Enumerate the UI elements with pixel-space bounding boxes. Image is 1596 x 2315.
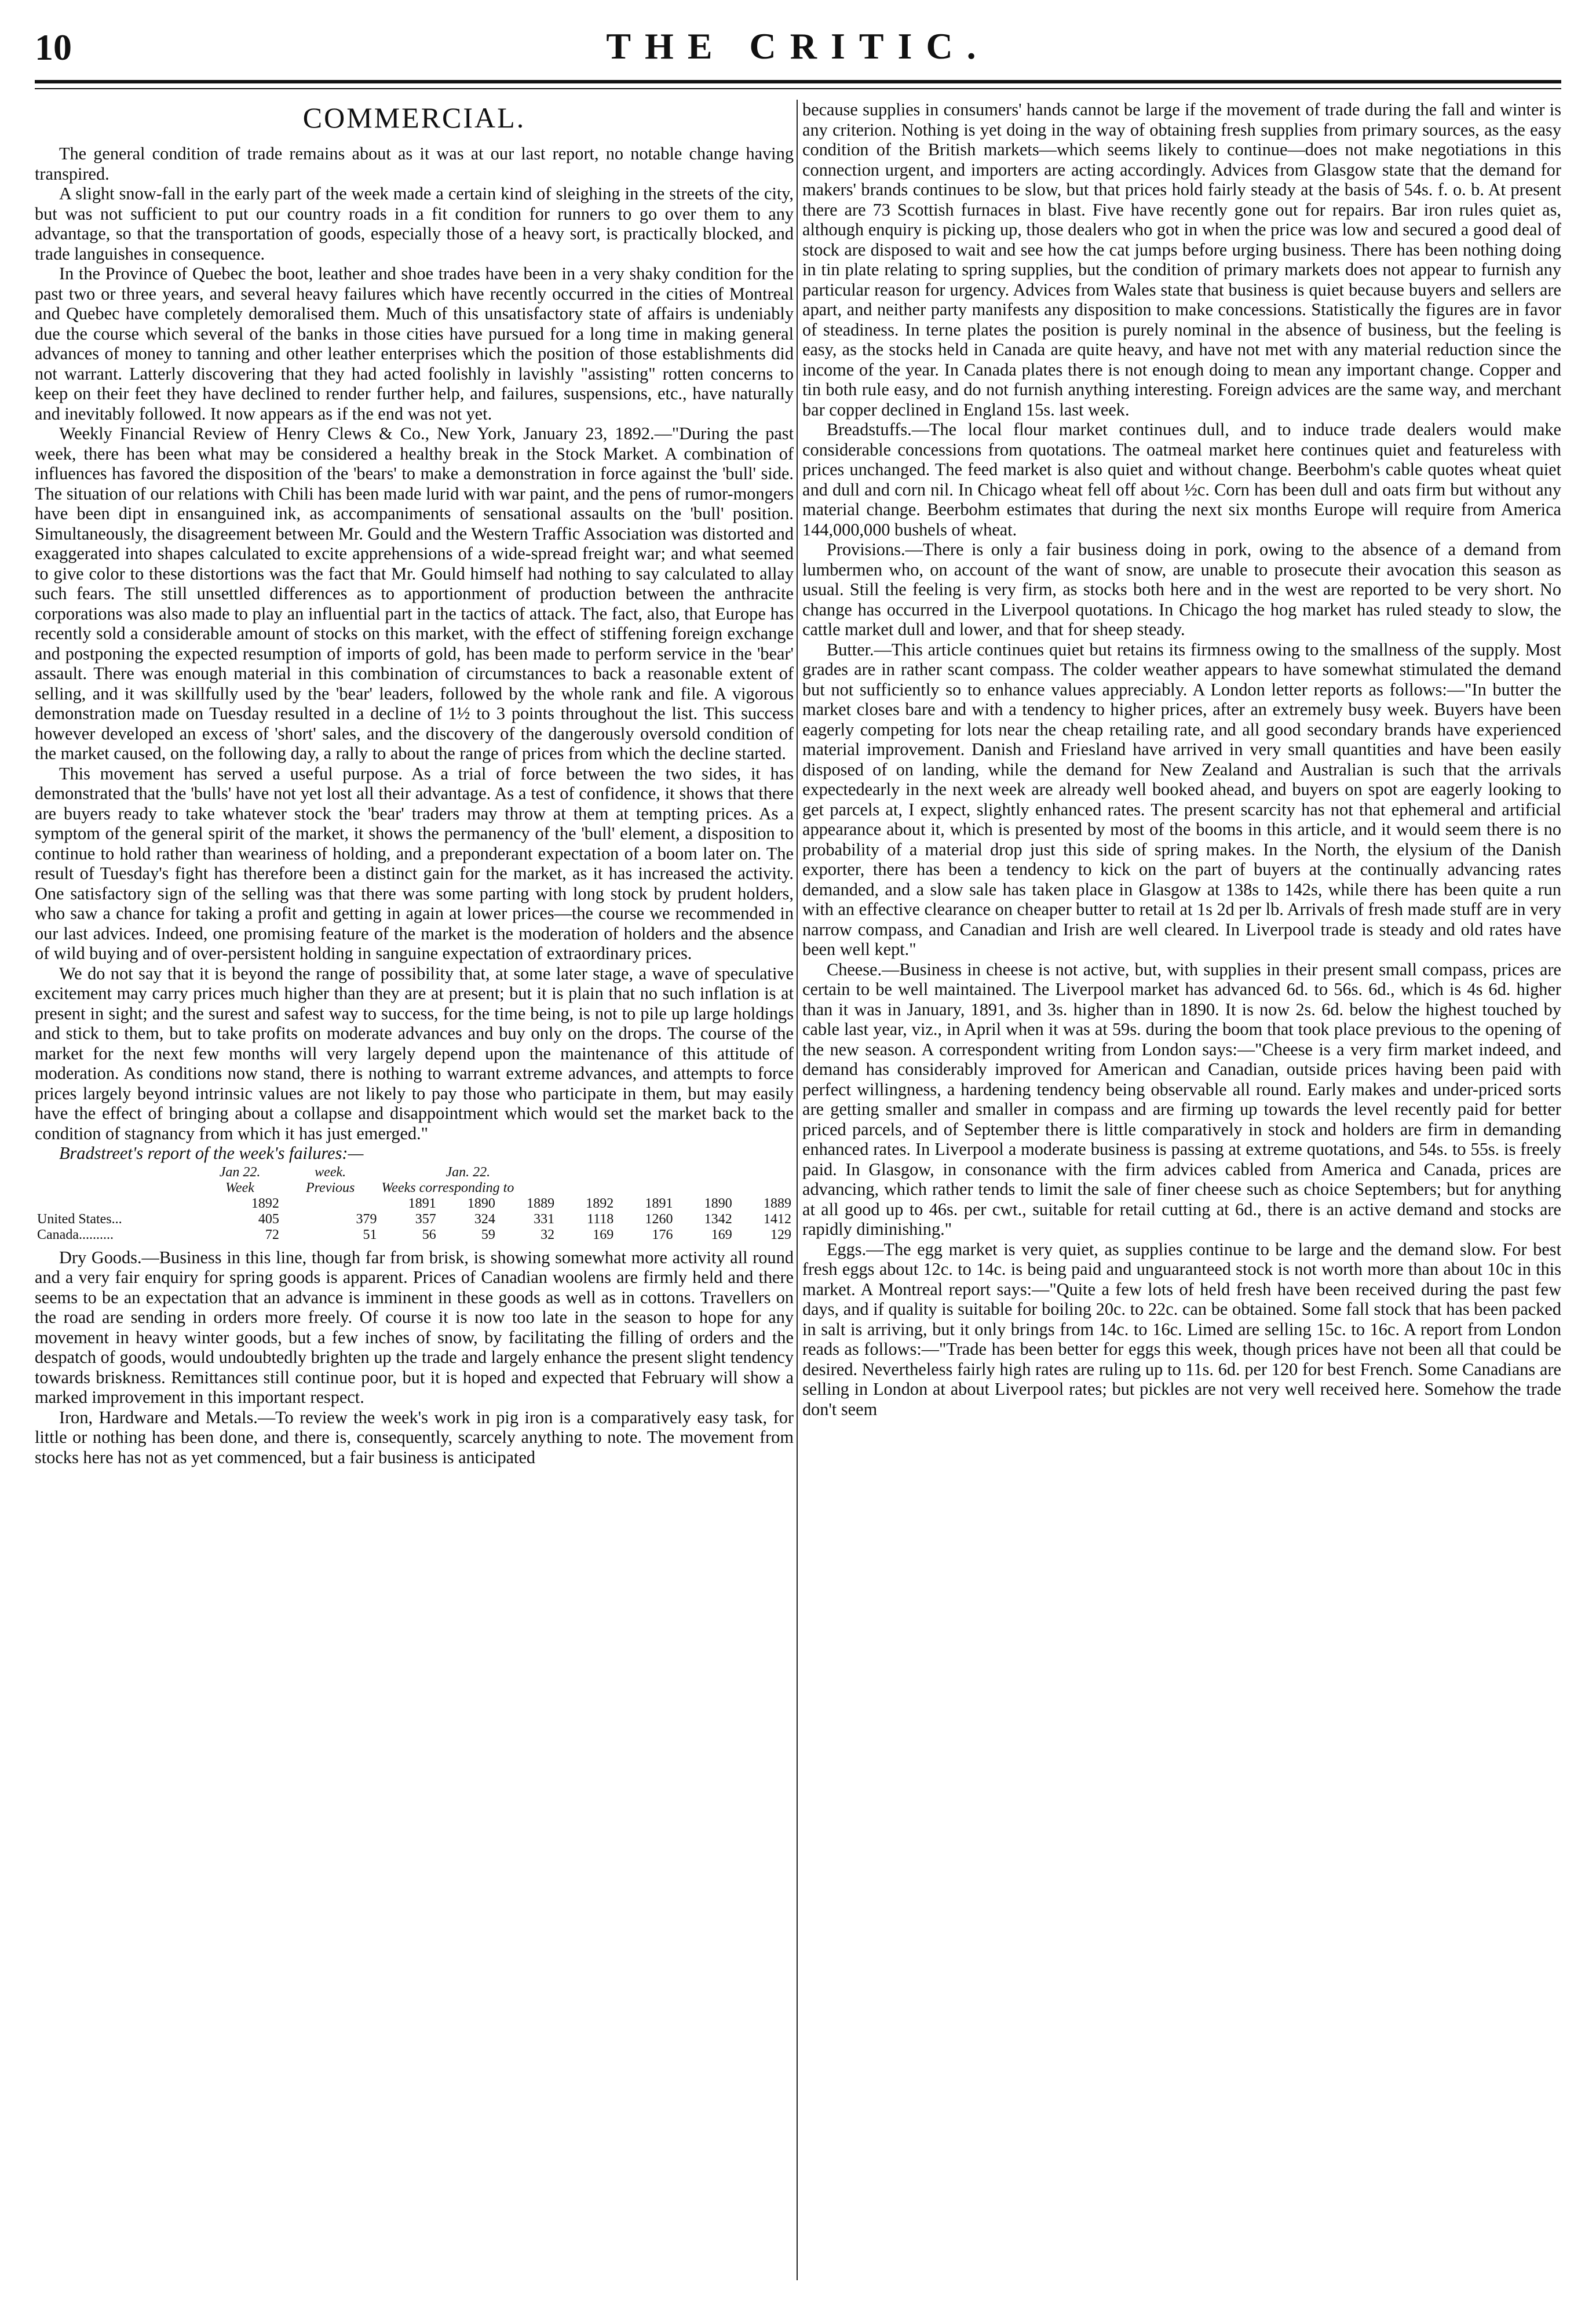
paragraph: This movement has served a useful purpose. As a trial of force between the two sides, it has demonstrated that the 'bulls' have not yet lost all their advantage. As a test of confidence, it shows that there are buyers ready to take whatever stock the 'bear' traders may throw at them at tempting prices. As a symptom of the general spirit of the market, it shows the permanency of the 'bull' element, a disposition to continue to hold rather than weariness of holding, and a preponderant expectation of a boom later on. The result of Tuesday's fight has therefore been a distinct gain for the market, as it has increased the activity. One satisfactory sign of the selling was that there was some parting with long stock by prudent holders, who saw a chance for taking a profit and getting in again at lower prices—the course we recommended in our last advices. Indeed, one promising feature of the market is the moderation of holders and the absence of wild buying and of over-persistent holding in sanguine expectation of extraordinary prices. xyxy=(35,763,794,963)
publication-masthead: THE CRITIC. xyxy=(606,25,990,67)
section-title: COMMERCIAL. xyxy=(302,101,526,134)
paragraph: The general condition of trade remains about as it was at our last report, no notable change having transpired. xyxy=(35,144,794,184)
paragraph: A slight snow-fall in the early part of the week made a certain kind of sleighing in the streets of the city, but was not sufficient to put our country roads in a fit condition for runners to go over them to any advantage, so that the transportation of goods, especially those of a heavy sort, is practically blocked, and trade languishes in consequence. xyxy=(35,184,794,264)
paragraph: Provisions.—There is only a fair business doing in pork, owing to the absence of a demand from lumbermen who, on account of the want of snow, are unable to prosecute their avocation this season as usual. Still the feeling is very firm, as stocks both here and in the west are reported to be very short. No change has occurred in the Liverpool quotations. In Chicago the hog market has ruled steady to slow, the cattle market dull and lower, and that for sheep steady. xyxy=(802,539,1561,639)
paragraph: Butter.—This article continues quiet but retains its firmness owing to the smallness of the supply. Most grades are in rather scant compass. The colder weather appears to have somewhat stimulated the demand but not sufficiently so to enhance values appreciably. A London letter reports as follows:—"In butter the market closes bare and with a tendency to higher prices, after an extremely busy week. Buyers have been eagerly competing for lots near the cheap retailing rate, and all good secondary brands have experienced material improvement. Danish and Friesland have arrived in very small quantities and have been easily disposed of on landing, while the demand for New Zealand and Australian is such that the arrivals expectedearly in the next week are already well booked ahead, and buyers on spot are eagerly looking to get parcels at, I expect, slightly enhanced rates. The present scarcity has not that ephemeral and artificial appearance about it, which is presented by most of the booms in this article, and it would seem there is no probability of a material drop just this side of spring makes. In the North, the elysium of the Danish exporter, there has been a tendency to kick on the part of buyers at the continually advancing rates demanded, and a slow sale has taken place in Glasgow at 138s to 142s, while there has been quite a run with an effective clearance on cheaper butter to retail at 1s 2d per lb. Arrivals of fresh made stuff are in very narrow compass, and Canadian and Irish are well cleared. In Liverpool trade is steady and old rates have been well kept." xyxy=(802,639,1561,959)
table-col-header: Week Previous Weeks corresponding to xyxy=(225,1180,514,1195)
right-column xyxy=(802,100,1561,2280)
paragraph: We do not say that it is beyond the range of possibility that, at some later stage, a wave of speculative excitement may carry prices much higher than they are at present; but it is plain that no such inflation is at present in sight; and the surest and safest way to success, for the time being, is not to pile up large holdings and stick to them, but to take profits on moderate advances and buy only on the drops. The course of the market for the next few months will very largely depend upon the maintenance of this attitude of moderation. As conditions now stand, there is nothing to warrant extreme advances, and attempts to force prices largely beyond intrinsic values are not likely to pay those who participate in them, but may easily have the effect of bringing about a collapse and disappointment which would set the market back to the condition of stagnancy from which it has just emerged." xyxy=(35,963,794,1143)
paragraph: Bradstreet's report of the week's failures:— xyxy=(59,1143,364,1163)
column-divider xyxy=(797,100,798,2280)
table-year-header: 1892 1891 1890 1889 1892 1891 1890 1889 xyxy=(251,1195,791,1211)
paragraph: Breadstuffs.—The local flour market continues dull, and to induce trade dealers would make considerable concessions from quotations. The oatmeal market here continues quiet and featureless with prices unchanged. The feed market is also quiet and without change. Beerbohm's cable quotes wheat quiet and dull and corn nil. In Chicago wheat fell off about ½c. Corn has been dull and oats firm but without any material change. Beerbohm estimates that during the next six months Europe will require from America 144,000,000 bushels of wheat. xyxy=(802,420,1561,539)
page-number: 10 xyxy=(35,27,72,68)
table-group-header: Jan 22. week. Jan. 22. xyxy=(219,1164,491,1180)
left-column xyxy=(35,100,794,2280)
failures-table xyxy=(35,1165,794,1243)
header-rule-thick xyxy=(35,80,1561,83)
paragraph: because supplies in consumers' hands cannot be large if the movement of trade during the fall and winter is any criterion. Nothing is yet doing in the way of obtaining fresh supplies from primary sources, as the easy condition of the British markets—which seems likely to continue—does not make negotiations in this connection urgent, and importers are acting accordingly. Advices from Glasgow state that the demand for makers' brands continues to be slow, but that prices hold fairly steady at the basis of 54s. f. o. b. At present there are 73 Scottish furnaces in blast. Five have recently gone out for repairs. Bar iron rules quiet as, although enquiry is picking up, those dealers who got in when the price was low and secured a good deal of stock are disposed to wait and see how the cat jumps before urging business. There has been nothing doing in tin plate relating to spring supplies, but the condition of primary markets does not appear to furnish any particular reason for urgency. Advices from Wales state that business is quiet because buyers and sellers are apart, and neither party manifests any disposition to make concessions. Statistically the figures are in favor of steadiness. In terne plates the position is purely nominal in the absence of business, but the feeling is easy, as the stocks held in Canada are quite heavy, and have not met with any material reduction since the income of the year. In Canada plates there is not enough doing to mean any important change. Copper and tin both rule easy, and do not furnish anything interesting. Foreign advices are the same way, and merchant bar copper declined in England 15s. last week. xyxy=(802,100,1561,420)
table-row: Canada.......... 72 51 56 59 32 169 176 169 129 xyxy=(37,1227,791,1242)
header-rule-thin xyxy=(35,88,1561,89)
table-row: United States... 405 379 357 324 331 1118 1260 1342 1412 xyxy=(37,1211,791,1227)
paragraph: Eggs.—The egg market is very quiet, as supplies continue to be large and the demand slow. For best fresh eggs about 12c. to 14c. is being paid and unguaranteed stock is not worth more than about 10c in this market. A Montreal report says:—"Quite a few lots of held fresh have been received during the past few days, and if quality is suitable for boiling 20c. to 22c. can be obtained. Some fall stock that has been packed in salt is arriving, but it only brings from 14c. to 16c. Limed are selling 15c. to 16c. A report from London reads as follows:—"Trade has been better for eggs this week, though prices have not been all that could be desired. Nevertheless fairly high rates are ruling up to 11s. 6d. per 120 for best French. Some Canadians are selling in London at about Liverpool rates; but pickles are not very well received here. Somehow the trade don't seem xyxy=(802,1239,1561,1419)
paragraph: Weekly Financial Review of Henry Clews & Co., New York, January 23, 1892.—"During the past week, there has been what may be considered a healthy break in the Stock Market. A combination of influences has favored the disposition of the 'bears' to make a demonstration in force against the 'bull' side. The situation of our relations with Chili has been made lurid with war paint, and the pens of rumor-mongers have been dipt in ensanguined ink, as accompaniments of sensational assaults on the 'bull' position. Simultaneously, the disagreement between Mr. Gould and the Western Traffic Association was distorted and exaggerated into shapes calculated to excite apprehensions of a wide-spread freight war; and what seemed to give color to these distortions was the fact that Mr. Gould himself had nothing to say calculated to allay such fears. The still unsettled differences as to apportionment of production between the anthracite corporations was also made to play an influential part in the tactics of attack. The fact, also, that Europe has recently sold a considerable amount of stocks on this market, with the effect of stiffening foreign exchange and postponing the expected resumption of imports of gold, has been made to perform service in the 'bear' assault. There was enough material in this combination of circumstances to back a reasonable extent of selling, and it was skillfully used by the 'bear' leaders, followed by the whole rank and file. A vigorous demonstration made on Tuesday resulted in a decline of 1½ to 3 points throughout the list. This success however developed an excess of 'short' sales, and the discovery of the dangerously oversold condition of the market caused, on the following day, a rally to about the range of prices from which the decline started. xyxy=(35,424,794,763)
paragraph: Cheese.—Business in cheese is not active, but, with supplies in their present small compass, prices are certain to be well maintained. The Liverpool market has advanced 6d. to 56s. 6d., which is 4s 6d. higher than it was in January, 1891, and 3s. higher than in 1890. It is now 2s. 6d. below the highest touched by cable last year, viz., in April when it was at 59s. during the boom that took place previous to the opening of the new season. A correspondent writing from London says:—"Cheese is a very firm market indeed, and demand has considerably improved for American and Canadian, outside prices having been paid with perfect willingness, a hardening tendency being observable all round. Early makes and under-priced sorts are getting smaller and smaller in compass and are firming up towards the level recently paid for better priced parcels, and of September there is little comparatively in stock and holders are firm in demanding enhanced rates. In Liverpool a moderate business is passing at extreme quotations, and 54s. to 55s. is freely paid. In Glasgow, in consonance with the firm advices cabled from America and Canada, prices are advancing, which rather tends to limit the sale of finer cheese such as choice Septembers; but for anything at all good up to 46s. per cwt., suitable for retail cutting at 6d., there is an active demand and stocks are rapidly diminishing." xyxy=(802,959,1561,1239)
paragraph: Dry Goods.—Business in this line, though far from brisk, is showing somewhat more activity all round and a very fair enquiry for spring goods is apparent. Prices of Canadian woolens are firmly held and there seems to be an expectation that an advance is imminent in these goods as well as in cottons. Travellers on the road are sending in orders more freely. Of course it is now too late in the season to hope for any movement in heavy winter goods, but a few inches of snow, by facilitating the filling of orders and the despatch of goods, would undoubtedly brighten up the trade and largely enhance the present slight tendency towards briskness. Remittances still continue poor, but it is hoped and expected that February will show a marked improvement in this important respect. xyxy=(35,1247,794,1407)
paragraph: In the Province of Quebec the boot, leather and shoe trades have been in a very shaky condition for the past two or three years, and several heavy failures which have recently occurred in the cities of Montreal and Quebec have completely demoralised them. Much of this unsatisfactory state of affairs is undeniably due the course which several of the banks in those cities have pursued for a long time in making general advances of money to tanning and other leather enterprises which the position of those establishments did not warrant. Latterly discovering that they had acted foolishly in lavishly "assisting" rotten concerns to keep on their feet they have declined to render further help, and failures, suspensions, etc., have naturally and inevitably followed. It now appears as if the end was not yet. xyxy=(35,264,794,424)
paragraph: Iron, Hardware and Metals.—To review the week's work in pig iron is a comparatively easy task, for little or nothing has been done, and there is, consequently, scarcely anything to note. The movement from stocks here has not as yet commenced, but a fair business is anticipated xyxy=(35,1407,794,1467)
